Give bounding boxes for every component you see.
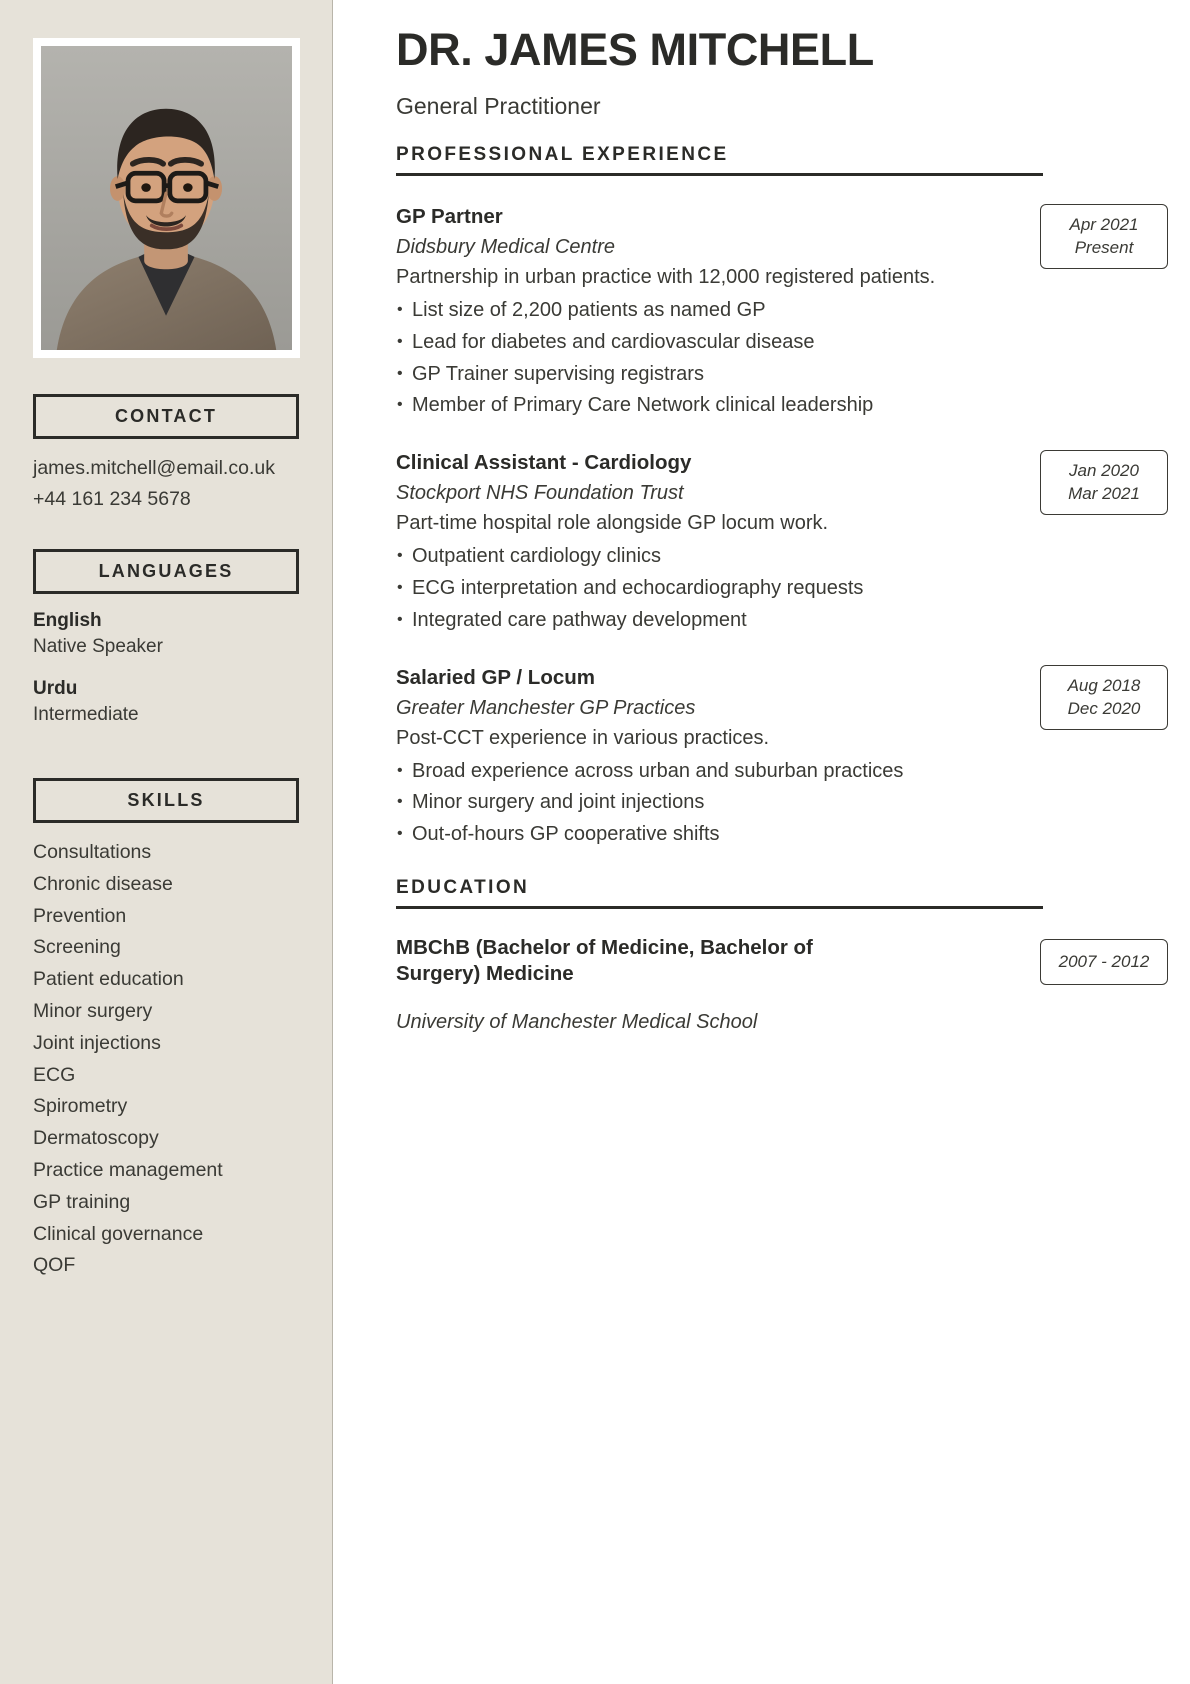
contact-phone[interactable]: +44 161 234 5678 xyxy=(33,488,191,510)
job-organisation: Didsbury Medical Centre xyxy=(396,236,615,258)
experience-list xyxy=(396,202,1141,851)
job-summary: Partnership in urban practice with 12,000 registered patients. xyxy=(396,266,936,288)
date-badge xyxy=(1040,665,1168,730)
school-name: University of Manchester Medical School xyxy=(396,1010,758,1033)
skills-list xyxy=(33,837,299,1282)
skill-item: Clinical governance xyxy=(33,1222,204,1245)
language-name: English xyxy=(33,610,102,631)
skill-item: Patient education xyxy=(33,968,184,991)
date-end: Present xyxy=(1074,238,1134,257)
skills-heading: SKILLS xyxy=(33,778,299,823)
skill-item: Prevention xyxy=(33,904,127,927)
date-end: Dec 2020 xyxy=(1067,698,1141,718)
date-badge xyxy=(1040,450,1168,515)
experience-entry-body xyxy=(396,663,916,851)
job-title: General Practitioner xyxy=(396,93,601,119)
date-start: Aug 2018 xyxy=(1067,675,1141,695)
spacer xyxy=(33,515,299,549)
job-bullet: • Broad experience across urban and suburban practices xyxy=(396,756,916,788)
date-start: Apr 2021 xyxy=(1069,215,1139,234)
job-bullet: • GP Trainer supervising registrars xyxy=(396,359,916,391)
job-organisation: Greater Manchester GP Practices xyxy=(396,696,696,719)
education-list xyxy=(396,935,1150,1037)
job-bullet: • List size of 2,200 patients as named GP xyxy=(396,295,916,327)
skill-item: QOF xyxy=(33,1254,76,1277)
avatar xyxy=(41,46,292,350)
skill-item: Joint injections xyxy=(33,1031,161,1054)
skill-item: GP training xyxy=(33,1190,131,1213)
experience-entry xyxy=(396,202,1139,422)
date-badge xyxy=(1040,204,1168,269)
education-entry xyxy=(396,935,1150,1037)
job-bullet-list xyxy=(396,756,916,851)
skill-item: Spirometry xyxy=(33,1095,128,1118)
skill-item: Minor surgery xyxy=(33,999,153,1022)
experience-heading: PROFESSIONAL EXPERIENCE xyxy=(396,144,1043,176)
job-bullet: • Integrated care pathway development xyxy=(396,605,916,637)
skill-item: ECG xyxy=(33,1063,76,1086)
job-bullet: • ECG interpretation and echocardiography requests xyxy=(396,573,916,605)
contact-heading: CONTACT xyxy=(33,394,299,439)
languages-heading: LANGUAGES xyxy=(33,549,299,594)
job-role: Salaried GP / Locum xyxy=(396,665,595,689)
experience-entry xyxy=(396,448,1140,636)
language-level: Native Speaker xyxy=(33,636,163,657)
sidebar xyxy=(0,0,333,1684)
language-name: Urdu xyxy=(33,678,78,699)
spacer xyxy=(33,744,299,778)
contact-email[interactable]: james.mitchell@email.co.uk xyxy=(33,457,275,479)
experience-entry-body xyxy=(396,202,936,422)
skill-item: Dermatoscopy xyxy=(33,1127,159,1150)
job-summary: Part-time hospital role alongside GP locum work. xyxy=(396,512,829,535)
skill-item: Screening xyxy=(33,936,121,959)
education-entry-body xyxy=(396,935,896,1037)
degree-title: MBChB (Bachelor of Medicine, Bachelor of Surgery) Medicine xyxy=(396,935,813,985)
job-bullet-list xyxy=(396,541,916,636)
date-badge xyxy=(1040,939,1168,985)
language-item xyxy=(33,676,299,728)
job-bullet: • Minor surgery and joint injections xyxy=(396,787,916,819)
main-column xyxy=(333,0,1190,1684)
skill-item: Practice management xyxy=(33,1158,223,1181)
language-level: Intermediate xyxy=(33,704,139,725)
job-role: Clinical Assistant - Cardiology xyxy=(396,451,692,475)
skill-item: Chronic disease xyxy=(33,872,173,895)
job-bullet: • Lead for diabetes and cardiovascular disease xyxy=(396,327,916,359)
job-bullet: • Outpatient cardiology clinics xyxy=(396,541,916,573)
date-range: 2007 - 2012 xyxy=(1058,951,1150,971)
date-start: Jan 2020 xyxy=(1069,461,1139,481)
experience-entry xyxy=(396,663,1141,851)
date-end: Mar 2021 xyxy=(1068,484,1140,504)
experience-entry-body xyxy=(396,448,916,636)
job-summary: Post-CCT experience in various practices. xyxy=(396,726,770,749)
job-bullet: • Member of Primary Care Network clinical leadership xyxy=(396,390,916,422)
job-bullet-list xyxy=(396,295,916,422)
education-heading: EDUCATION xyxy=(396,877,1043,909)
job-bullet: • Out-of-hours GP cooperative shifts xyxy=(396,819,916,851)
skill-item: Consultations xyxy=(33,841,152,863)
job-organisation: Stockport NHS Foundation Trust xyxy=(396,482,684,505)
job-role: GP Partner xyxy=(396,205,503,228)
photo-frame xyxy=(33,38,300,358)
page-title: DR. JAMES MITCHELL xyxy=(396,24,874,75)
language-item xyxy=(33,608,299,660)
